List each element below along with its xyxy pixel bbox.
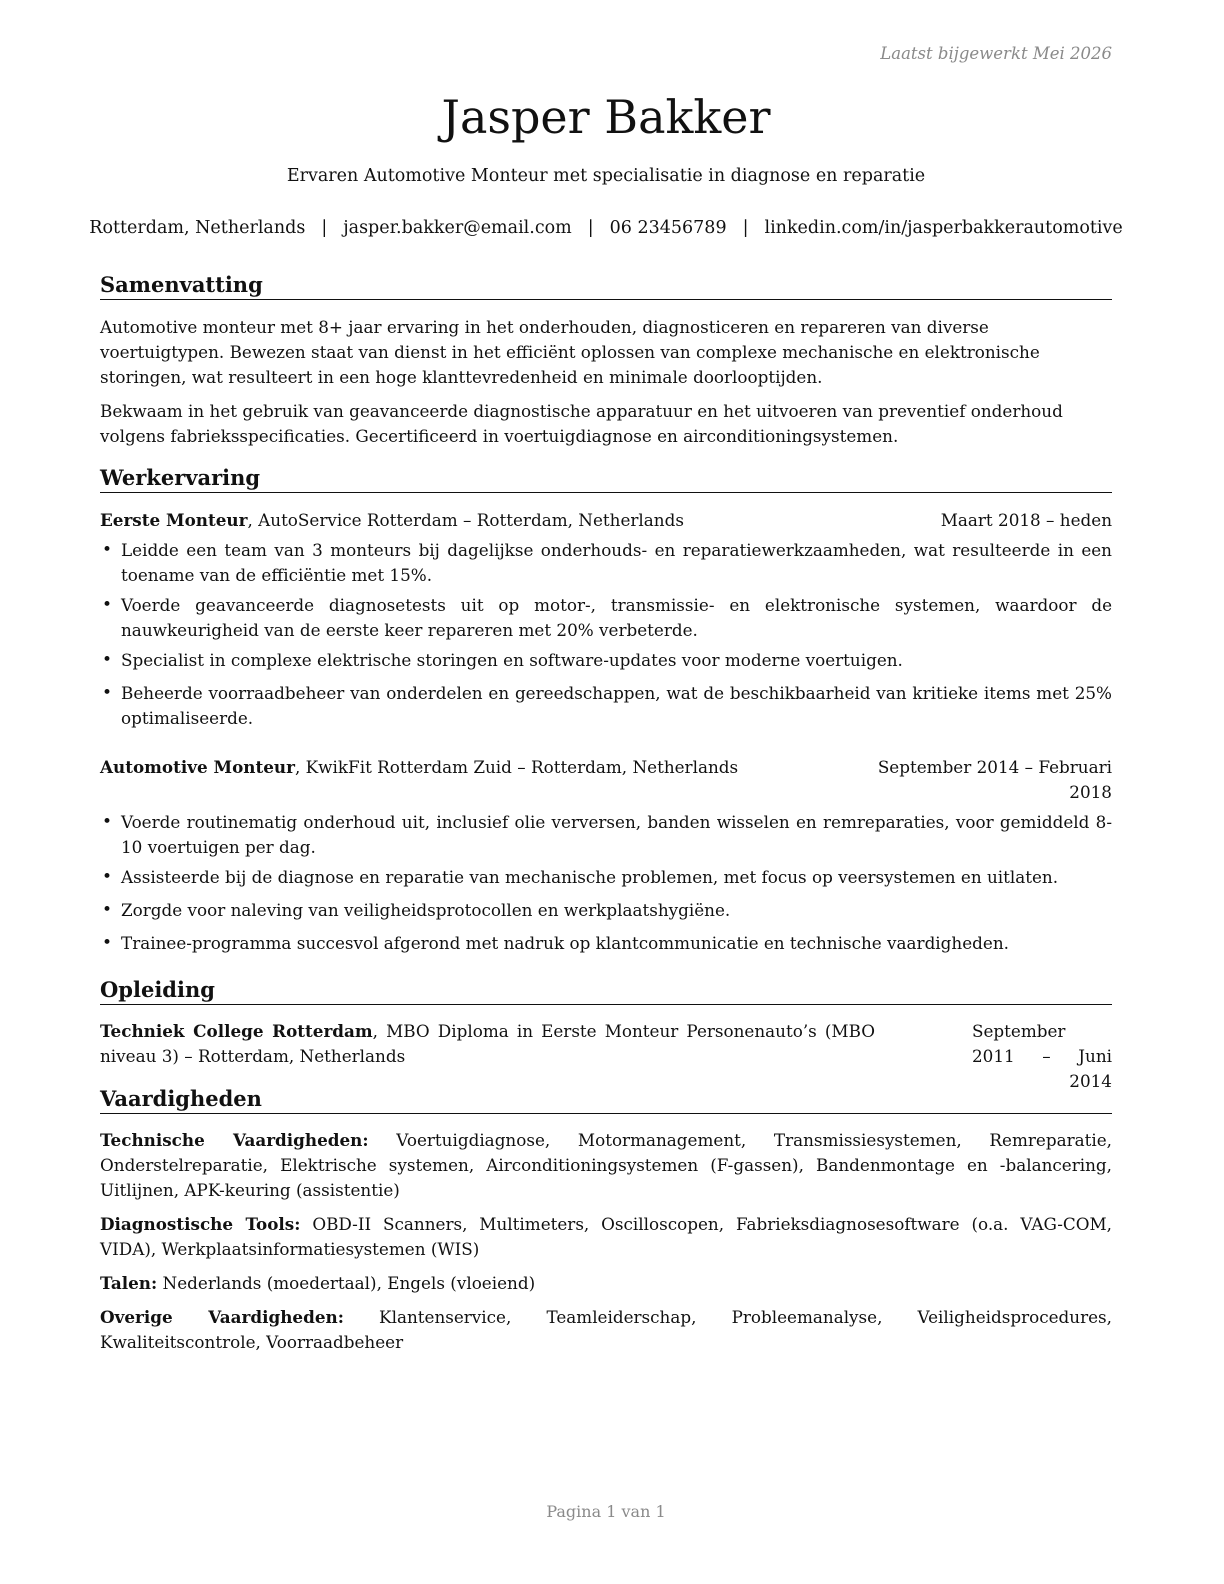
- skill-label: Diagnostische Tools:: [100, 1214, 301, 1234]
- contact-separator: |: [321, 218, 328, 238]
- job-bullet: • Voerde routinematig onderhoud uit, inclusief olie verversen, banden wisselen en remreparaties, voor gemiddeld 8-10 voertuigen per dag.: [100, 810, 1112, 860]
- contact-location: Rotterdam, Netherlands: [89, 218, 306, 238]
- job-bullet: • Trainee-programma succesvol afgerond met nadruk op klantcommunicatie en technische vaardigheden.: [100, 931, 1112, 956]
- candidate-name: Jasper Bakker: [441, 90, 771, 144]
- skill-item: [100, 1128, 1112, 1203]
- job-company: , AutoService Rotterdam – Rotterdam, Netherlands: [247, 510, 684, 530]
- skill-label: Overige Vaardigheden:: [100, 1307, 344, 1327]
- skill-text: Nederlands (moedertaal), Engels (vloeiend): [162, 1273, 536, 1293]
- page-number: Pagina 1 van 1: [546, 1502, 666, 1521]
- job-header: [100, 755, 1112, 802]
- job-bullet-list: [100, 810, 1112, 956]
- last-updated-note: Laatst bijgewerkt Mei 2026: [880, 44, 1112, 63]
- job-bullet: • Zorgde voor naleving van veiligheidsprotocollen en werkplaatshygiëne.: [100, 898, 1112, 923]
- job-dates: Maart 2018 – heden: [940, 510, 1112, 530]
- section-title-summary: Samenvatting: [100, 271, 1112, 300]
- job-bullet: • Assisteerde bij de diagnose en reparatie van mechanische problemen, met focus op veersystemen en uitlaten.: [100, 865, 1112, 890]
- job-bullet: • Voerde geavanceerde diagnosetests uit op motor-, transmissie- en elektronische systemen, waardoor de nauwkeurigheid van de eerste keer repareren met 20% verbeterde.: [100, 593, 1112, 643]
- education-detail: , MBO Diploma in Eerste Monteur Personenauto’s (MBO niveau 3) – Rotterdam, Netherlands: [100, 1021, 875, 1066]
- education-school: Techniek College Rotterdam: [100, 1021, 373, 1041]
- education-entry: [100, 1019, 1112, 1091]
- candidate-tagline: Ervaren Automotive Monteur met specialisatie in diagnose en reparatie: [286, 166, 926, 186]
- job-bullet-list: [100, 538, 1112, 731]
- job-role: Eerste Monteur: [100, 510, 248, 530]
- skill-item: [100, 1212, 1112, 1262]
- section-title-skills: Vaardigheden: [100, 1085, 1112, 1114]
- education-dates: September 2011 – Juni 2014: [972, 1021, 1112, 1091]
- job-bullet: • Specialist in complexe elektrische storingen en software-updates voor moderne voertuigen.: [100, 648, 1112, 673]
- contact-line: [89, 218, 1123, 238]
- contact-separator: |: [742, 218, 749, 238]
- skill-label: Talen:: [100, 1273, 158, 1293]
- skill-text: Klantenservice, Teamleiderschap, Probleemanalyse, Veiligheidsprocedures, Kwaliteitscontrole, Voorraadbeheer: [100, 1307, 1113, 1352]
- summary-paragraph: Automotive monteur met 8+ jaar ervaring in het onderhouden, diagnosticeren en repareren van diverse voertuigtypen. Bewezen staat van dienst in het efficiënt oplossen van complexe mechanische en elektronische storingen, wat resulteert in een hoge klanttevredenheid en minimale doorlooptijden.: [100, 317, 1040, 387]
- skill-text: Voertuigdiagnose, Motormanagement, Transmissiesystemen, Remreparatie, Onderstelreparatie, Elektrische systemen, Airconditioningsystemen (F-gassen), Bandenmontage en -balancering, Uitlijnen, APK-keuring (assistentie): [100, 1130, 1112, 1200]
- job-role: Automotive Monteur: [100, 757, 295, 777]
- skill-item: [100, 1305, 1112, 1355]
- skill-label: Technische Vaardigheden:: [100, 1130, 369, 1150]
- skill-item: [100, 1271, 1112, 1296]
- job-header: [100, 508, 1112, 533]
- skill-text: OBD-II Scanners, Multimeters, Oscilloscopen, Fabrieksdiagnosesoftware (o.a. VAG-COM, VIDA), Werkplaatsinformatiesystemen (WIS): [100, 1214, 1113, 1259]
- contact-linkedin[interactable]: linkedin.com/in/jasperbakkerautomotive: [764, 218, 1123, 238]
- resume-page: [89, 0, 1123, 1584]
- contact-separator: |: [587, 218, 594, 238]
- contact-phone: 06 23456789: [609, 218, 727, 238]
- section-title-experience: Werkervaring: [100, 464, 1112, 493]
- section-title-education: Opleiding: [100, 976, 1112, 1005]
- summary-paragraph: Bekwaam in het gebruik van geavanceerde diagnostische apparatuur en het uitvoeren van preventief onderhoud volgens fabrieksspecificaties. Gecertificeerd in voertuigdiagnose en airconditioningsystemen.: [100, 401, 1063, 446]
- job-bullet: • Leidde een team van 3 monteurs bij dagelijkse onderhouds- en reparatiewerkzaamheden, wat resulteerde in een toename van de efficiëntie met 15%.: [100, 538, 1112, 588]
- job-company: , KwikFit Rotterdam Zuid – Rotterdam, Netherlands: [294, 757, 739, 777]
- job-dates: September 2014 – Februari 2018: [877, 757, 1112, 802]
- job-bullet: • Beheerde voorraadbeheer van onderdelen en gereedschappen, wat de beschikbaarheid van kritieke items met 25% optimaliseerde.: [100, 681, 1112, 731]
- contact-email[interactable]: jasper.bakker@email.com: [343, 218, 572, 238]
